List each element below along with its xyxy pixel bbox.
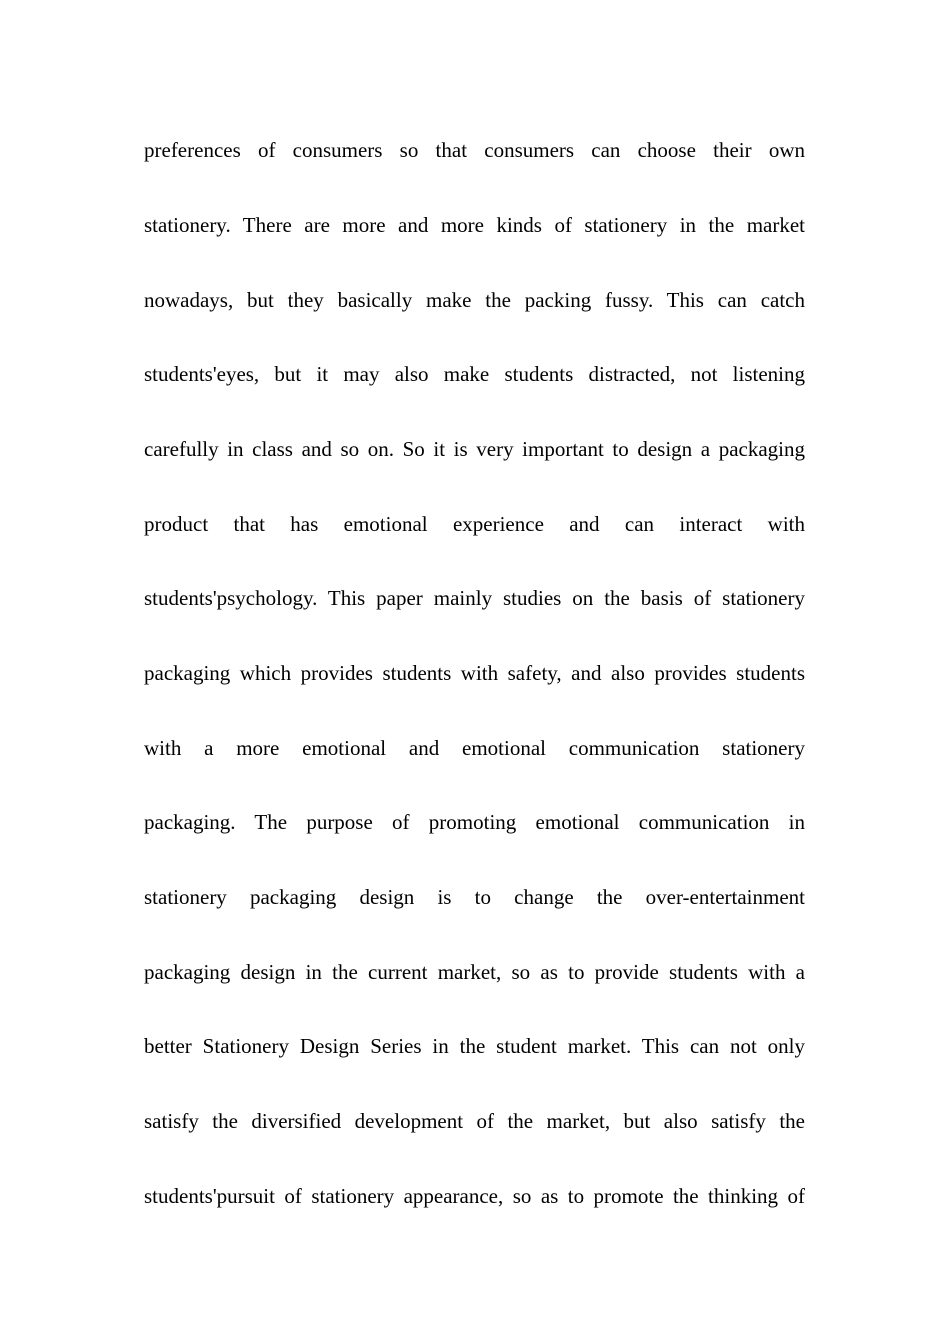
paragraph-line: preferences of consumers so that consumers can choose their own [144, 138, 805, 162]
paragraph-line: packaging which provides students with safety, and also provides students [144, 661, 805, 685]
paragraph-line: better Stationery Design Series in the student market. This can not only [144, 1034, 805, 1058]
paragraph-line: packaging. The purpose of promoting emotional communication in [144, 810, 805, 834]
paragraph-line: nowadays, but they basically make the packing fussy. This can catch [144, 288, 805, 312]
paragraph-line: satisfy the diversified development of the market, but also satisfy the [144, 1109, 805, 1133]
paragraph-line: with a more emotional and emotional communication stationery [144, 736, 805, 760]
paragraph-line: stationery. There are more and more kinds of stationery in the market [144, 213, 805, 237]
paragraph-line: students'psychology. This paper mainly studies on the basis of stationery [144, 586, 805, 610]
paragraph-line: students'eyes, but it may also make students distracted, not listening [144, 362, 805, 386]
paragraph-line: product that has emotional experience and can interact with [144, 512, 805, 536]
paragraph-line: packaging design in the current market, so as to provide students with a [144, 960, 805, 984]
paragraph-line: carefully in class and so on. So it is very important to design a packaging [144, 437, 805, 461]
paragraph-line: stationery packaging design is to change the over-entertainment [144, 885, 805, 909]
paragraph-line: students'pursuit of stationery appearance, so as to promote the thinking of [144, 1184, 805, 1208]
